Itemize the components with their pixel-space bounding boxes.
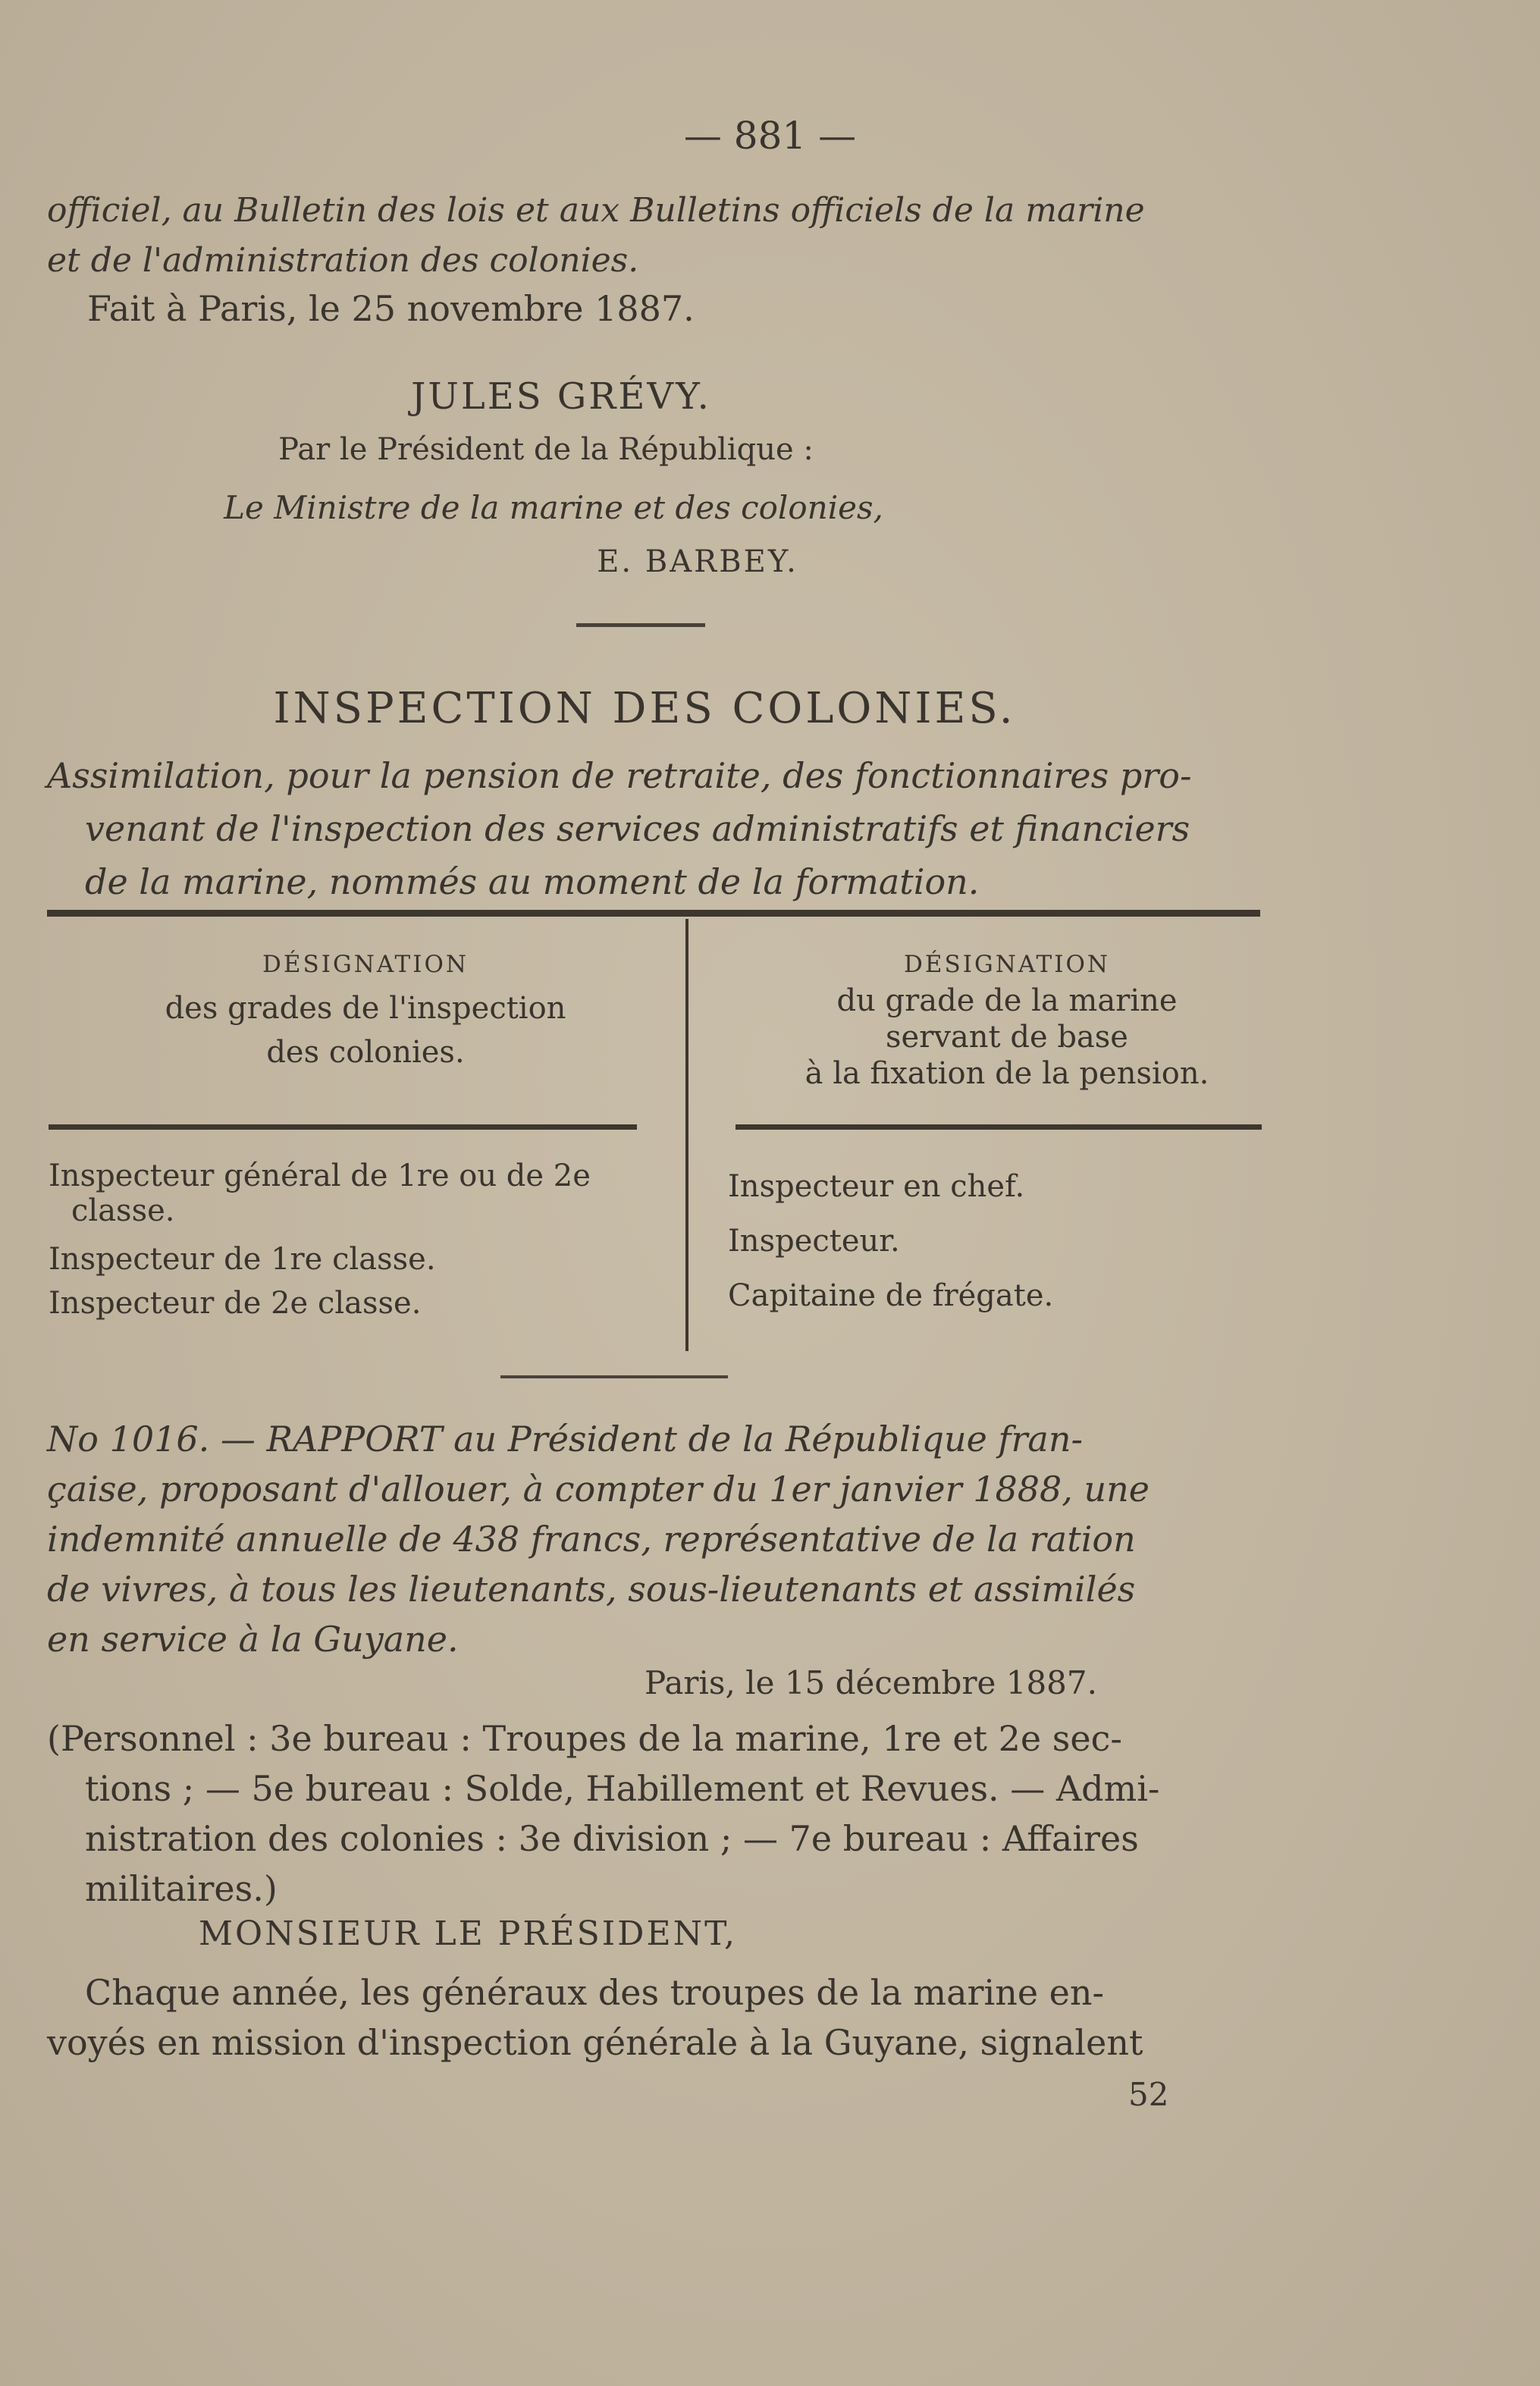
place-date-line: Fait à Paris, le 25 novembre 1887. [87, 288, 695, 329]
rapport-line: indemnité annuelle de 438 francs, représentative de la ration [47, 1519, 1136, 1560]
par-le-president-line: Par le Président de la République : [278, 432, 814, 467]
rapport-heading [47, 1414, 1150, 1664]
table-cell-right: Capitaine de frégate. [728, 1278, 1054, 1313]
section-divider [500, 1375, 728, 1378]
header-title: DÉSIGNATION [262, 951, 469, 978]
body-paragraph [47, 1967, 1143, 2068]
rapport-line: en service à la Guyane. [47, 1619, 459, 1660]
header-line: des colonies. [266, 1035, 465, 1070]
president-signature: JULES GRÉVY. [411, 375, 711, 418]
assimilation-heading [47, 749, 1192, 908]
assimilation-line: Assimilation, pour la pension de retraite, des fonctionnaires pro- [47, 755, 1192, 796]
assimilation-line: venant de l'inspection des services administratifs et financiers [85, 808, 1190, 849]
rapport-date: Paris, le 15 décembre 1887. [645, 1664, 1097, 1701]
personnel-line: militaires.) [85, 1868, 278, 1909]
table-cell: classe. [71, 1193, 175, 1228]
opening-paragraph [47, 186, 1145, 286]
header-line: du grade de la marine [836, 983, 1178, 1018]
page-number: — 881 — [683, 114, 857, 158]
table-cell: Inspecteur de 1re classe. [49, 1242, 436, 1277]
rapport-line: çaise, proposant d'allouer, à compter du 1er janvier 1888, une [47, 1469, 1150, 1510]
assimilation-line: de la marine, nommés au moment de la formation. [85, 861, 980, 902]
table-header-left [47, 946, 684, 1071]
rapport-line: No 1016. — RAPPORT au Président de la République fran- [47, 1419, 1084, 1460]
table-cell: Inspecteur de 2e classe. [49, 1286, 422, 1321]
table-row-left [49, 1159, 591, 1228]
table-cell-right: Inspecteur en chef. [728, 1169, 1025, 1204]
salutation: MONSIEUR LE PRÉSIDENT, [199, 1914, 737, 1953]
body-line: voyés en mission d'inspection générale à la Guyane, signalent [47, 2022, 1143, 2063]
table-cell: Inspecteur général de 1re ou de 2e [49, 1159, 591, 1193]
header-rule-left [49, 1124, 637, 1130]
section-title: INSPECTION DES COLONIES. [273, 684, 1016, 733]
minister-title: Le Ministre de la marine et des colonies, [224, 489, 883, 526]
table-cell-right: Inspecteur. [728, 1224, 900, 1259]
signature-mark: 52 [1128, 2076, 1169, 2113]
personnel-line: nistration des colonies : 3e division ; — 7e bureau : Affaires [85, 1818, 1139, 1859]
personnel-line: (Personnel : 3e bureau : Troupes de la marine, 1re et 2e sec- [47, 1718, 1122, 1759]
header-rule-right [735, 1124, 1262, 1130]
header-line: à la fixation de la pension. [805, 1056, 1209, 1091]
table-header-right [688, 946, 1325, 1092]
table-row-left [49, 1286, 421, 1321]
personnel-line: tions ; — 5e bureau : Solde, Habillement et Revues. — Admi- [85, 1768, 1160, 1809]
body-line: Chaque année, les généraux des troupes de la marine en- [85, 1972, 1105, 2013]
header-line: servant de base [886, 1020, 1128, 1055]
header-line: des grades de l'inspection [165, 991, 566, 1026]
minister-name: E. BARBEY. [597, 544, 798, 579]
section-divider [576, 623, 705, 627]
rapport-line: de vivres, à tous les lieutenants, sous-lieutenants et assimilés [47, 1569, 1136, 1610]
header-title: DÉSIGNATION [903, 951, 1110, 978]
opening-line: et de l'administration des colonies. [47, 241, 639, 280]
opening-line: officiel, au Bulletin des lois et aux Bulletins officiels de la marine [47, 191, 1145, 230]
table-row-left [49, 1242, 436, 1277]
table-top-rule [47, 910, 1260, 917]
personnel-note [47, 1713, 1159, 1914]
